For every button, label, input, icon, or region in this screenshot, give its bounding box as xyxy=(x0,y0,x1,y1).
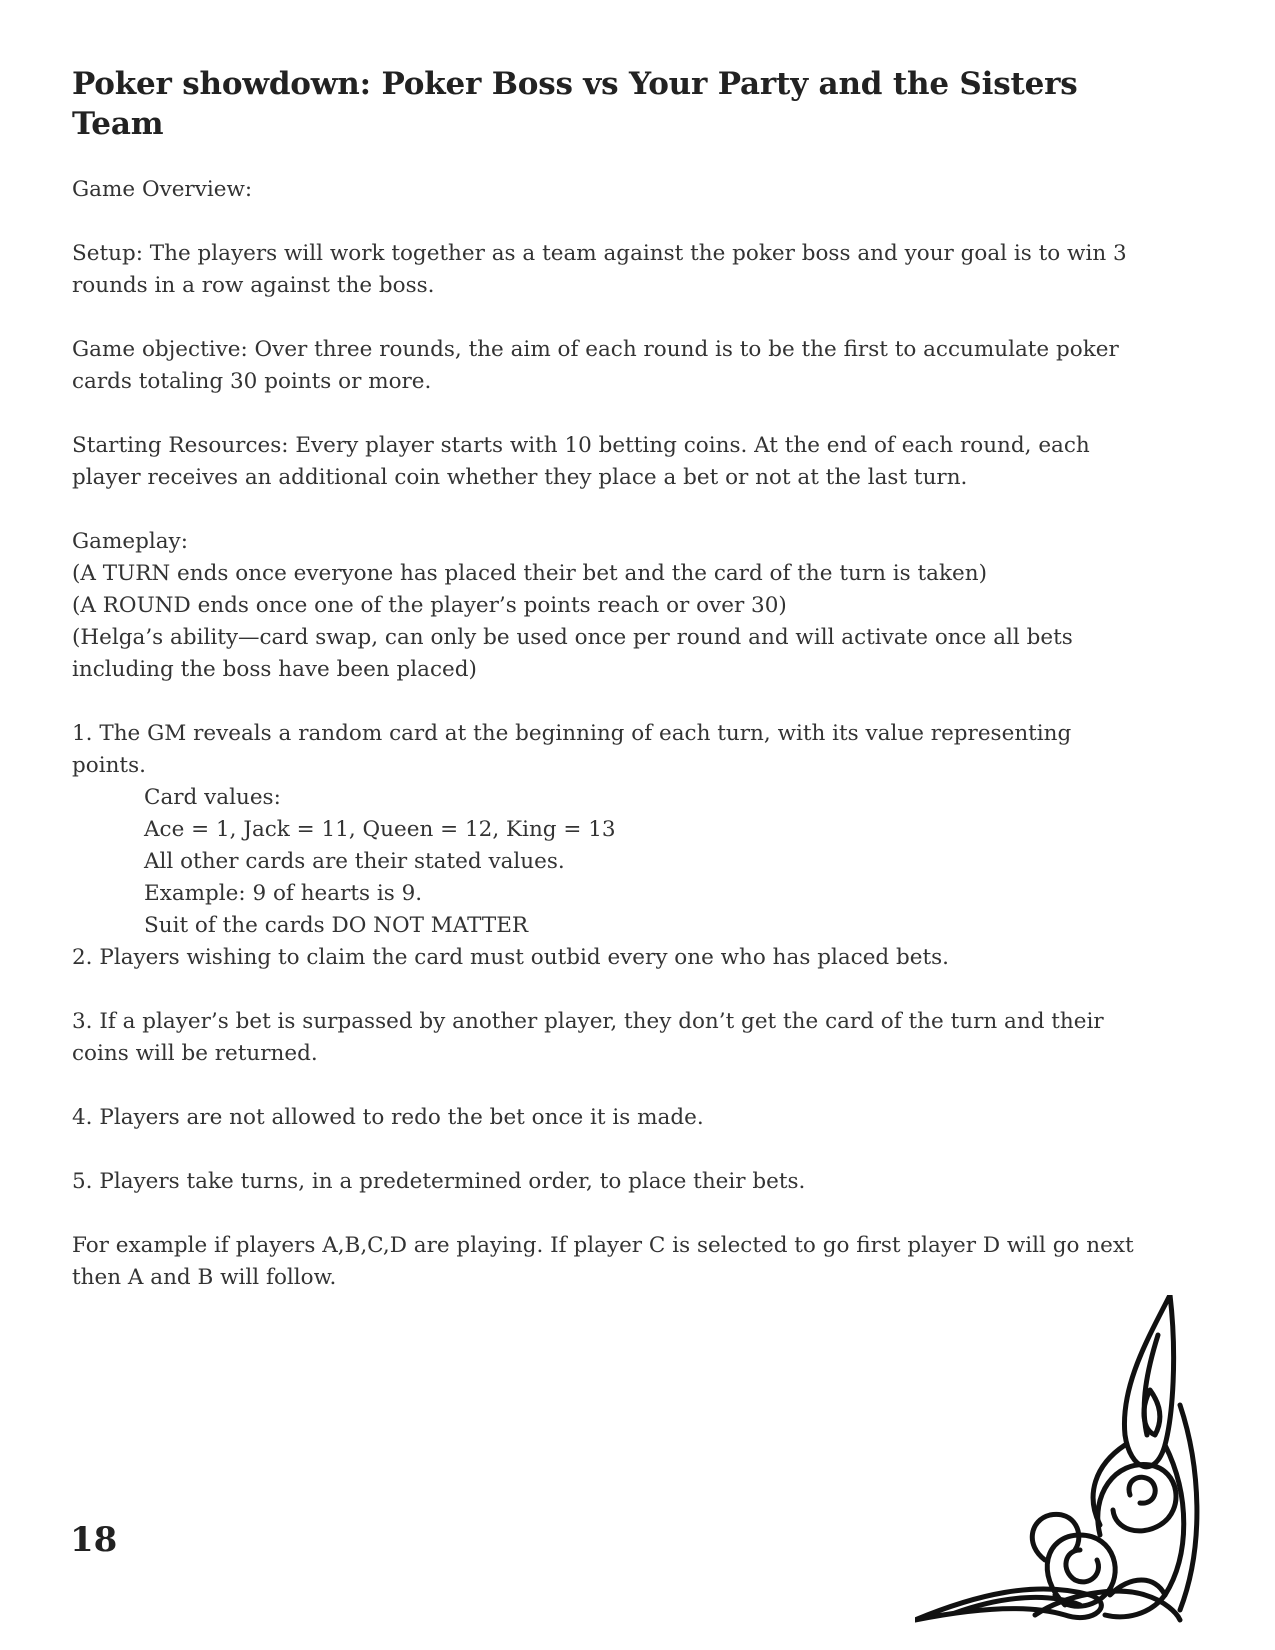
example-paragraph: For example if players A,B,C,D are playing. If player C is selected to go first player D will go next then A and B will follow. xyxy=(72,1233,1134,1290)
card-values-line: Ace = 1, Jack = 11, Queen = 12, King = 13 xyxy=(144,817,616,842)
setup-paragraph: Setup: The players will work together as a team against the poker boss and your goal is to win 3 rounds in a row against the boss. xyxy=(72,241,1127,298)
resources-paragraph: Starting Resources: Every player starts with 10 betting coins. At the end of each round, each player receives an additional coin whether they place a bet or not at the last turn. xyxy=(72,433,1090,490)
gameplay-note: (A ROUND ends once one of the player’s points reach or over 30) xyxy=(72,593,787,618)
card-values-line: Card values: xyxy=(144,785,281,810)
rule-1: 1. The GM reveals a random card at the beginning of each turn, with its value representing points. xyxy=(72,721,1072,778)
page-title: Poker showdown: Poker Boss vs Your Party and the Sisters Team xyxy=(72,66,1078,142)
card-values-list xyxy=(72,782,1152,942)
rule-3: 3. If a player’s bet is surpassed by another player, they don’t get the card of the turn and their coins will be returned. xyxy=(72,1009,1104,1066)
card-values-line: All other cards are their stated values. xyxy=(144,849,565,874)
rule-5: 5. Players take turns, in a predetermined order, to place their bets. xyxy=(72,1169,806,1194)
page-number: 18 xyxy=(70,1520,118,1560)
rule-4: 4. Players are not allowed to redo the bet once it is made. xyxy=(72,1105,704,1130)
celtic-knot-corner-icon xyxy=(915,1295,1255,1625)
gameplay-note: (A TURN ends once everyone has placed their bet and the card of the turn is taken) xyxy=(72,561,987,586)
overview-label: Game Overview: xyxy=(72,177,253,202)
document-page xyxy=(72,64,1152,1294)
card-values-line: Suit of the cards DO NOT MATTER xyxy=(144,913,529,938)
gameplay-label: Gameplay: xyxy=(72,529,188,554)
gameplay-note: (Helga’s ability—card swap, can only be used once per round and will activate once all bets including the boss have been placed) xyxy=(72,625,1073,682)
card-values-line: Example: 9 of hearts is 9. xyxy=(144,881,423,906)
rule-2: 2. Players wishing to claim the card must outbid every one who has placed bets. xyxy=(72,945,950,970)
objective-paragraph: Game objective: Over three rounds, the aim of each round is to be the first to accumulate poker cards totaling 30 points or more. xyxy=(72,337,1119,394)
